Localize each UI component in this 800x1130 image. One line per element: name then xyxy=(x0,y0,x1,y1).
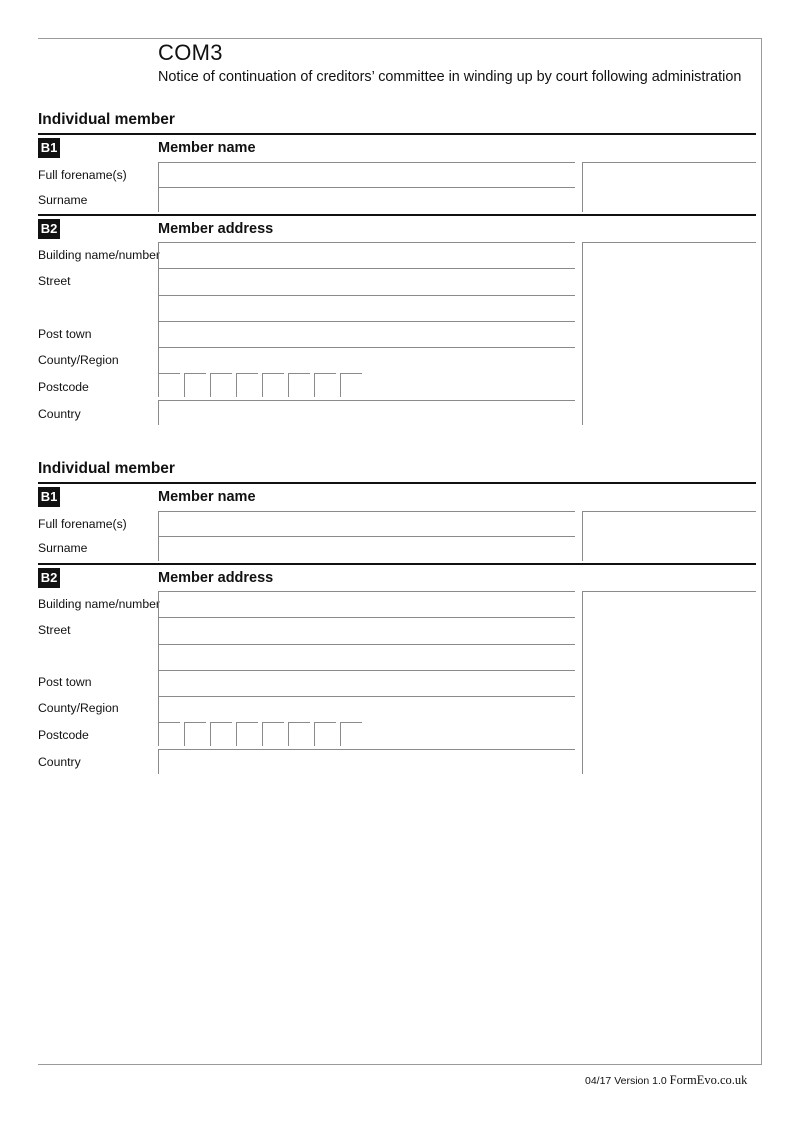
label-county-region: County/Region xyxy=(38,701,119,715)
post-town-field[interactable] xyxy=(158,670,575,696)
postcode-cell[interactable] xyxy=(184,722,206,746)
label-post-town: Post town xyxy=(38,327,92,341)
postcode-cell[interactable] xyxy=(210,722,232,746)
footer-version: 04/17 Version 1.0 xyxy=(585,1075,667,1087)
section-badge-b2: B2 xyxy=(38,568,60,588)
street-field-line-2[interactable] xyxy=(158,644,575,670)
postcode-field[interactable] xyxy=(158,373,368,398)
label-building-name-number: Building name/number xyxy=(38,597,160,611)
postcode-cell[interactable] xyxy=(288,373,310,397)
postcode-cell[interactable] xyxy=(314,373,336,397)
section-title-member-name: Member name xyxy=(158,140,256,156)
postcode-cell[interactable] xyxy=(236,722,258,746)
label-country: Country xyxy=(38,755,81,769)
county-region-field[interactable] xyxy=(158,347,575,373)
country-field[interactable] xyxy=(158,749,575,774)
label-post-town: Post town xyxy=(38,675,92,689)
postcode-cell[interactable] xyxy=(314,722,336,746)
country-field[interactable] xyxy=(158,400,575,425)
member-name-side-box xyxy=(582,162,756,212)
member-address-side-box xyxy=(582,591,756,774)
postcode-cell[interactable] xyxy=(340,722,362,746)
postcode-cell[interactable] xyxy=(158,722,180,746)
street-field-line-1[interactable] xyxy=(158,617,575,644)
member-heading: Individual member xyxy=(38,111,175,128)
label-full-forenames: Full forename(s) xyxy=(38,517,127,531)
section-title-member-address: Member address xyxy=(158,221,274,237)
postcode-cell[interactable] xyxy=(288,722,310,746)
building-name-number-field[interactable] xyxy=(158,242,575,268)
section-title-member-address: Member address xyxy=(158,570,274,586)
page-frame-right-rule xyxy=(761,38,762,1065)
postcode-cell[interactable] xyxy=(210,373,232,397)
page-frame-top-rule xyxy=(38,38,762,39)
label-surname: Surname xyxy=(38,541,88,555)
section-badge-b1: B1 xyxy=(38,138,60,158)
label-country: Country xyxy=(38,407,81,421)
label-postcode: Postcode xyxy=(38,380,89,394)
form-code: COM3 xyxy=(158,40,223,65)
postcode-cell[interactable] xyxy=(184,373,206,397)
postcode-cell[interactable] xyxy=(236,373,258,397)
county-region-field[interactable] xyxy=(158,696,575,722)
section-rule xyxy=(38,482,756,484)
member-heading: Individual member xyxy=(38,460,175,477)
surname-field[interactable] xyxy=(158,536,575,561)
section-rule xyxy=(38,214,756,216)
postcode-cell[interactable] xyxy=(262,722,284,746)
postcode-cell[interactable] xyxy=(158,373,180,397)
section-title-member-name: Member name xyxy=(158,489,256,505)
individual-member-block-1 xyxy=(38,110,756,430)
section-badge-b1: B1 xyxy=(38,487,60,507)
footer xyxy=(585,1073,747,1088)
label-building-name-number: Building name/number xyxy=(38,248,160,262)
full-forenames-field[interactable] xyxy=(158,511,575,536)
postcode-field[interactable] xyxy=(158,722,368,747)
section-badge-b2: B2 xyxy=(38,219,60,239)
label-full-forenames: Full forename(s) xyxy=(38,168,127,182)
label-county-region: County/Region xyxy=(38,353,119,367)
member-address-side-box xyxy=(582,242,756,425)
member-name-side-box xyxy=(582,511,756,561)
form-title: Notice of continuation of creditors’ committee in winding up by court following administration xyxy=(158,69,742,85)
label-surname: Surname xyxy=(38,193,88,207)
street-field-line-2[interactable] xyxy=(158,295,575,321)
label-street: Street xyxy=(38,274,71,288)
building-name-number-field[interactable] xyxy=(158,591,575,617)
section-rule xyxy=(38,133,756,135)
section-rule xyxy=(38,563,756,565)
footer-brand: FormEvo.co.uk xyxy=(669,1073,748,1087)
postcode-cell[interactable] xyxy=(262,373,284,397)
label-street: Street xyxy=(38,623,71,637)
full-forenames-field[interactable] xyxy=(158,162,575,187)
surname-field[interactable] xyxy=(158,187,575,212)
street-field-line-1[interactable] xyxy=(158,268,575,295)
label-postcode: Postcode xyxy=(38,728,89,742)
post-town-field[interactable] xyxy=(158,321,575,347)
postcode-cell[interactable] xyxy=(340,373,362,397)
individual-member-block-2 xyxy=(38,459,756,779)
page-frame-bottom-rule xyxy=(38,1064,762,1065)
